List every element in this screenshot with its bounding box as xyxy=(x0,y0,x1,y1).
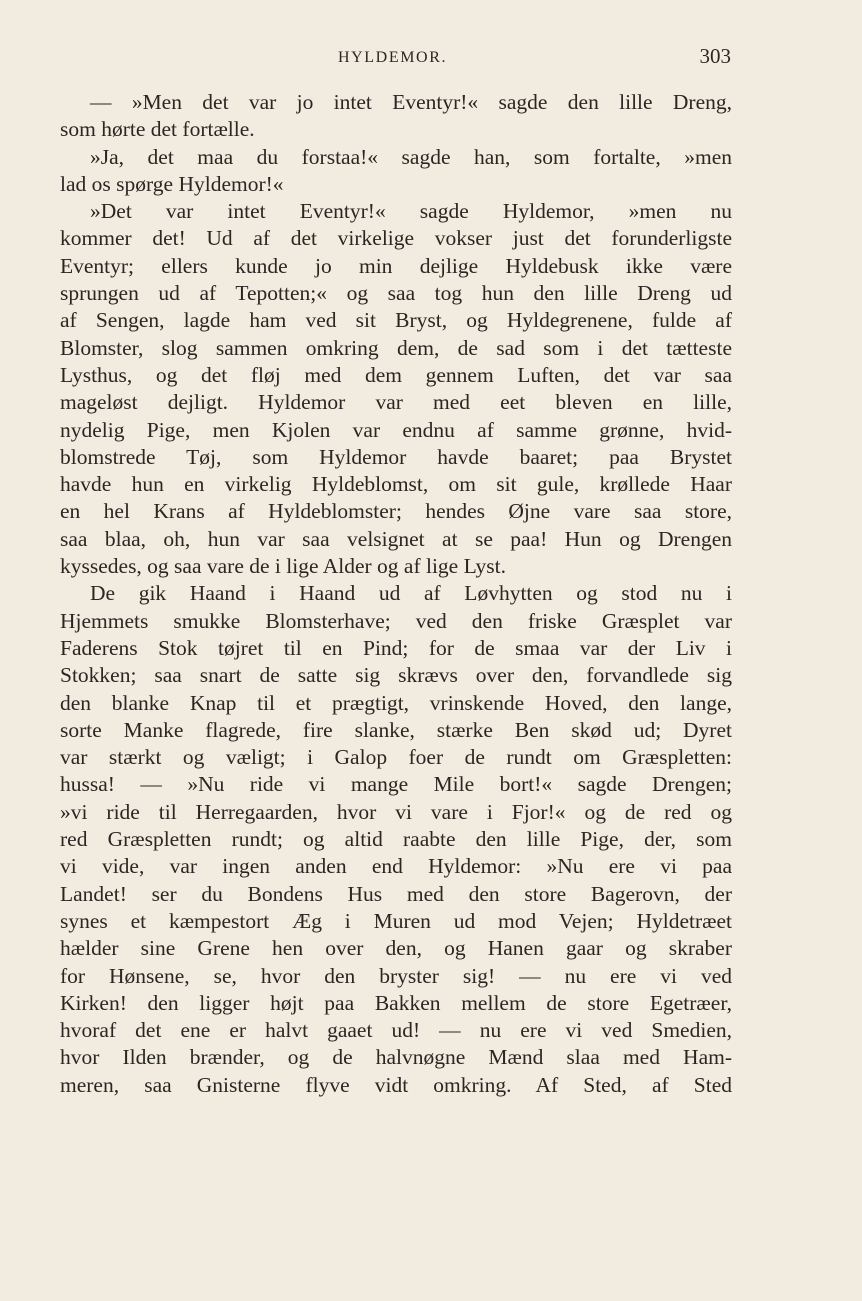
text-line: Stokken; saa snart de satte sig skrævs over den, forvandlede sig xyxy=(60,663,732,688)
text-line: hvoraf det ene er halvt gaaet ud! — nu ere vi ved Smedien, xyxy=(60,1018,732,1043)
text-line: hælder sine Grene hen over den, og Hanen gaar og skraber xyxy=(60,936,732,961)
text-line: lad os spørge Hyldemor!« xyxy=(60,171,284,196)
text-line: Kirken! den ligger højt paa Bakken mellem de store Egetræer, xyxy=(60,990,732,1015)
text-line: en hel Krans af Hyldeblomster; hendes Øjne vare saa store, xyxy=(60,499,732,524)
text-line: mageløst dejligt. Hyldemor var med eet bleven en lille, xyxy=(60,390,732,415)
text-line: kommer det! Ud af det virkelige vokser just det forunderligste xyxy=(60,226,732,251)
body-text xyxy=(60,89,732,1099)
text-line: blomstrede Tøj, som Hyldemor havde baaret; paa Brystet xyxy=(60,444,732,469)
text-line: »Ja, det maa du forstaa!« sagde han, som fortalte, »men xyxy=(90,144,732,169)
text-line: Eventyr; ellers kunde jo min dejlige Hyldebusk ikke være xyxy=(60,253,732,278)
text-line: Faderens Stok tøjret til en Pind; for de smaa var der Liv i xyxy=(60,635,732,660)
text-line: nydelig Pige, men Kjolen var endnu af samme grønne, hvid- xyxy=(60,417,732,442)
text-line: af Sengen, lagde ham ved sit Bryst, og Hyldegrenene, fulde af xyxy=(60,308,732,333)
text-line: Hjemmets smukke Blomsterhave; ved den friske Græsplet var xyxy=(60,608,732,633)
running-title: HYLDEMOR. xyxy=(338,49,448,66)
text-line: De gik Haand i Haand ud af Løvhytten og stod nu i xyxy=(90,581,732,606)
text-line: sorte Manke flagrede, fire slanke, stærke Ben skød ud; Dyret xyxy=(60,717,732,742)
text-line: »Det var intet Eventyr!« sagde Hyldemor, »men nu xyxy=(90,199,732,224)
text-line: synes et kæmpestort Æg i Muren ud mod Vejen; Hyldetræet xyxy=(60,908,732,933)
text-line: — »Men det var jo intet Eventyr!« sagde den lille Dreng, xyxy=(90,90,732,114)
text-line: for Hønsene, se, hvor den bryster sig! — nu ere vi ved xyxy=(60,963,732,988)
text-line: »vi ride til Herregaarden, hvor vi vare i Fjor!« og de red og xyxy=(60,799,732,824)
text-line: havde hun en virkelig Hyldeblomst, om sit gule, krøllede Haar xyxy=(60,472,732,497)
text-line: sprungen ud af Tepotten;« og saa tog hun den lille Dreng ud xyxy=(60,281,732,306)
text-line: den blanke Knap til et prægtigt, vrinskende Hoved, den lange, xyxy=(60,690,732,715)
text-line: var stærkt og væligt; i Galop foer de rundt om Græspletten: xyxy=(60,745,732,770)
text-line: kyssedes, og saa vare de i lige Alder og af lige Lyst. xyxy=(60,554,507,579)
text-line: Lysthus, og det fløj med dem gennem Luften, det var saa xyxy=(60,362,732,387)
running-head xyxy=(0,44,862,74)
text-line: saa blaa, oh, hun var saa velsignet at se paa! Hun og Drengen xyxy=(60,526,732,551)
text-line: hussa! — »Nu ride vi mange Mile bort!« sagde Drengen; xyxy=(60,772,732,797)
text-line: meren, saa Gnisterne flyve vidt omkring. Af Sted, af Sted xyxy=(60,1072,732,1097)
text-line: som hørte det fortælle. xyxy=(60,117,255,142)
text-line: hvor Ilden brænder, og de halvnøgne Mænd slaa med Ham- xyxy=(60,1045,732,1070)
text-line: red Græspletten rundt; og altid raabte den lille Pige, der, som xyxy=(60,827,732,852)
text-line: Landet! ser du Bondens Hus med den store Bagerovn, der xyxy=(60,881,732,906)
text-line: Blomster, slog sammen omkring dem, de sad som i det tætteste xyxy=(60,335,732,360)
page-number: 303 xyxy=(699,44,731,68)
text-line: vi vide, var ingen anden end Hyldemor: »Nu ere vi paa xyxy=(60,854,732,879)
